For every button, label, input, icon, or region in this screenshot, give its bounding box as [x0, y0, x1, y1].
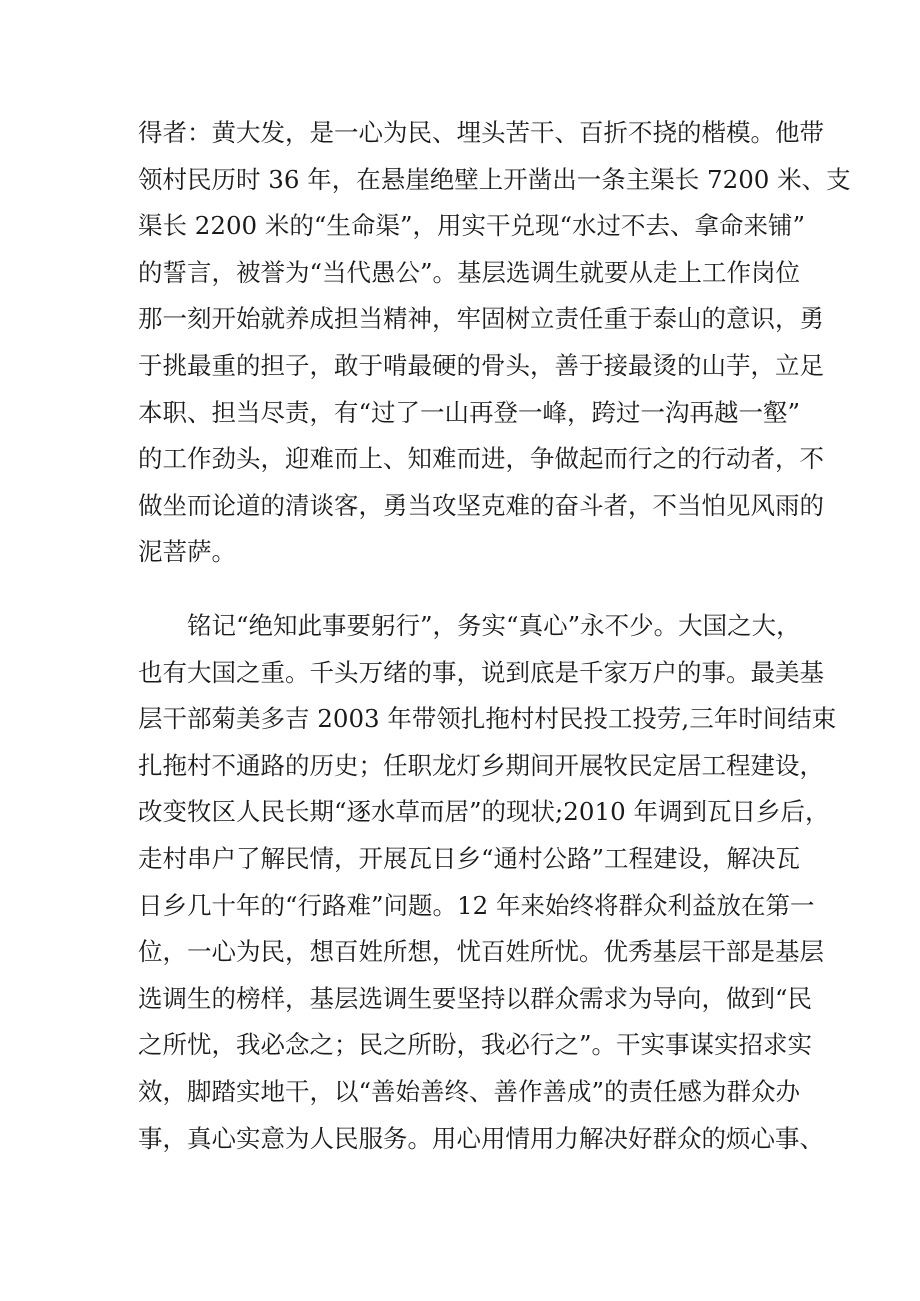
paragraph-line: 的誓言，被誉为“当代愚公”。基层选调生就要从走上工作岗位	[138, 257, 801, 287]
paragraph-1	[138, 110, 851, 576]
paragraph-line: 的工作劲头，迎难而上、知难而进，争做起而行之的行动者，不	[138, 444, 824, 474]
paragraph-first-line: 铭记“绝知此事要躬行”，务实“真心”永不少。大国之大，	[187, 611, 801, 640]
paragraph-line: 做坐而论道的清谈客，勇当攻坚克难的奋斗者，不当怕见风雨的	[138, 490, 824, 520]
paragraph-line: 本职、担当尽责，有“过了一山再登一峰，跨过一沟再越一壑”	[138, 397, 801, 427]
paragraph-line: 也有大国之重。千头万绪的事，说到底是千家万户的事。最美基	[138, 657, 824, 687]
paragraph-line: 效，脚踏实地干，以“善始善终、善作善成”的责任感为群众办	[138, 1076, 801, 1106]
paragraph-line: 之所忧，我必念之；民之所盼，我必行之”。干实事谋实招求实	[138, 1030, 813, 1060]
paragraph-line: 泥菩萨。	[138, 537, 236, 567]
paragraph-line: 层干部菊美多吉 2003 年带领扎拖村村民投工投劳,三年时间结束	[138, 704, 837, 734]
paragraph-line: 选调生的榜样，基层选调生要坚持以群众需求为导向，做到“民	[138, 983, 813, 1013]
paragraph-line: 事，真心实意为人民服务。用心用情用力解决好群众的烦心事、	[138, 1123, 824, 1153]
paragraph-line: 走村串户了解民情，开展瓦日乡“通村公路”工程建设，解决瓦	[138, 843, 801, 873]
paragraph-2	[138, 603, 837, 1162]
paragraph-line: 位，一心为民，想百姓所想，忧百姓所忧。优秀基层干部是基层	[138, 937, 824, 967]
paragraph-line: 扎拖村不通路的历史；任职龙灯乡期间开展牧民定居工程建设，	[138, 750, 824, 780]
paragraph-line: 日乡几十年的“行路难”问题。12 年来始终将群众利益放在第一	[138, 890, 815, 920]
paragraph-line: 渠长 2200 米的“生命渠”，用实干兑现“水过不去、拿命来铺”	[138, 211, 806, 241]
paragraph-line: 得者：黄大发，是一心为民、埋头苦干、百折不挠的楷模。他带	[138, 118, 824, 147]
paragraph-line: 那一刻开始就养成担当精神，牢固树立责任重于泰山的意识，勇	[138, 304, 824, 334]
paragraph-line: 改变牧区人民长期“逐水草而居”的现状;2010 年调到瓦日乡后，	[138, 797, 830, 827]
paragraph-line: 领村民历时 36 年，在悬崖绝壁上开凿出一条主渠长 7200 米、支	[138, 164, 851, 194]
paragraph-line: 于挑最重的担子，敢于啃最硬的骨头，善于接最烫的山芋，立足	[138, 350, 824, 380]
